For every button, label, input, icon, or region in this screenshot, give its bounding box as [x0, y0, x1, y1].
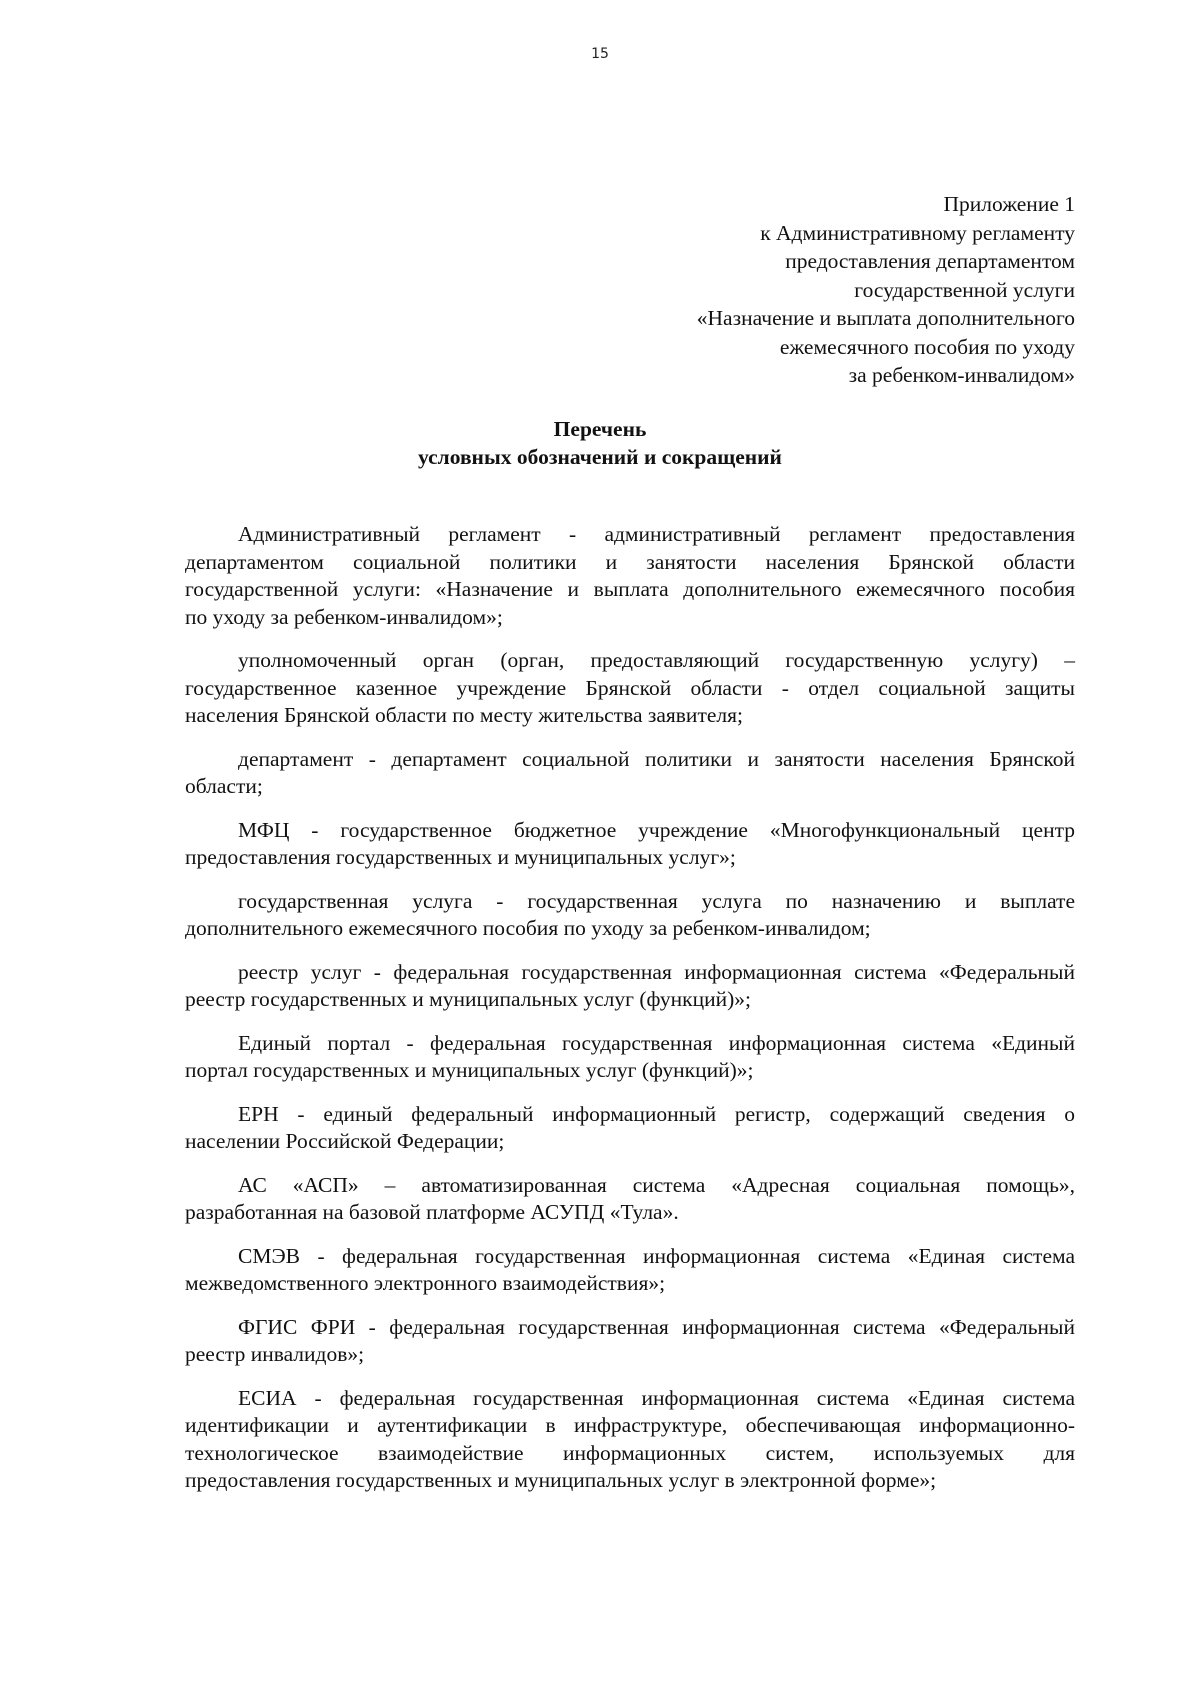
paragraph-line: разработанная на базовой платформе АСУПД «Тула». — [185, 1200, 679, 1224]
page-number: 15 — [591, 46, 609, 62]
definition-paragraph — [185, 1314, 1075, 1369]
definition-paragraph — [185, 1385, 1075, 1495]
paragraph-line: департаментом социальной политики и занятости населения Брянской области — [185, 549, 1075, 574]
appendix-line: за ребенком-инвалидом» — [848, 363, 1075, 387]
appendix-line: предоставления департаментом — [785, 249, 1075, 273]
paragraph-line: ЕРН - единый федеральный информационный регистр, содержащий сведения о — [238, 1101, 1075, 1126]
paragraph-line: государственное казенное учреждение Брянской области - отдел социальной защиты — [185, 675, 1075, 700]
paragraph-line: реестр услуг - федеральная государственная информационная система «Федеральный — [238, 959, 1075, 984]
paragraph-line: технологическое взаимодействие информационных систем, используемых для — [185, 1440, 1075, 1465]
appendix-note — [555, 190, 1075, 390]
paragraph-line: АС «АСП» – автоматизированная система «Адресная социальная помощь», — [238, 1172, 1075, 1197]
definition-paragraph — [185, 817, 1075, 872]
paragraph-line: государственной услуги: «Назначение и выплата дополнительного ежемесячного пособия — [185, 577, 1075, 601]
paragraph-line: межведомственного электронного взаимодействия»; — [185, 1271, 666, 1295]
abbreviations-list — [185, 521, 1075, 1511]
definition-paragraph — [185, 959, 1075, 1014]
paragraph-line: ФГИС ФРИ - федеральная государственная информационная система «Федеральный — [238, 1314, 1075, 1339]
appendix-line: к Административному регламенту — [760, 220, 1075, 245]
appendix-line: «Назначение и выплата дополнительного — [696, 306, 1075, 330]
paragraph-line: населении Российской Федерации; — [185, 1129, 505, 1153]
document-heading — [0, 415, 1200, 471]
definition-paragraph — [185, 746, 1075, 801]
definition-paragraph — [185, 521, 1075, 631]
paragraph-line: Административный регламент - административный регламент предоставления — [238, 522, 1075, 546]
definition-paragraph — [185, 1101, 1075, 1156]
definition-paragraph — [185, 1243, 1075, 1298]
heading-title: Перечень — [553, 417, 647, 441]
paragraph-line: департамент - департамент социальной политики и занятости населения Брянской — [238, 746, 1075, 771]
paragraph-line: реестр инвалидов»; — [185, 1342, 365, 1366]
heading-subtitle: условных обозначений и сокращений — [418, 445, 782, 469]
paragraph-line: дополнительного ежемесячного пособия по уходу за ребенком-инвалидом; — [185, 916, 871, 940]
paragraph-line: идентификации и аутентификации в инфраструктуре, обеспечивающая информационно- — [185, 1413, 1075, 1437]
paragraph-line: СМЭВ - федеральная государственная информационная система «Единая система — [238, 1243, 1075, 1268]
paragraph-line: населения Брянской области по месту жительства заявителя; — [185, 703, 743, 727]
definition-paragraph — [185, 1030, 1075, 1085]
paragraph-line: по уходу за ребенком-инвалидом»; — [185, 604, 503, 629]
definition-paragraph — [185, 888, 1075, 943]
paragraph-line: государственная услуга - государственная услуга по назначению и выплате — [238, 888, 1075, 913]
paragraph-line: предоставления государственных и муниципальных услуг в электронной форме»; — [185, 1468, 937, 1492]
paragraph-line: Единый портал - федеральная государственная информационная система «Единый — [238, 1030, 1075, 1055]
definition-paragraph — [185, 647, 1075, 730]
paragraph-line: ЕСИА - федеральная государственная информационная система «Единая система — [238, 1385, 1075, 1410]
paragraph-line: реестр государственных и муниципальных услуг (функций)»; — [185, 987, 751, 1011]
paragraph-line: уполномоченный орган (орган, предоставляющий государственную услугу) – — [238, 648, 1075, 672]
paragraph-line: предоставления государственных и муниципальных услуг»; — [185, 845, 736, 869]
appendix-line: Приложение 1 — [943, 192, 1075, 216]
paragraph-line: портал государственных и муниципальных услуг (функций)»; — [185, 1058, 754, 1082]
appendix-line: ежемесячного пособия по уходу — [779, 334, 1075, 359]
paragraph-line: области; — [185, 774, 263, 798]
definition-paragraph — [185, 1172, 1075, 1227]
appendix-line: государственной услуги — [854, 277, 1075, 302]
paragraph-line: МФЦ - государственное бюджетное учреждение «Многофункциональный центр — [238, 817, 1075, 842]
